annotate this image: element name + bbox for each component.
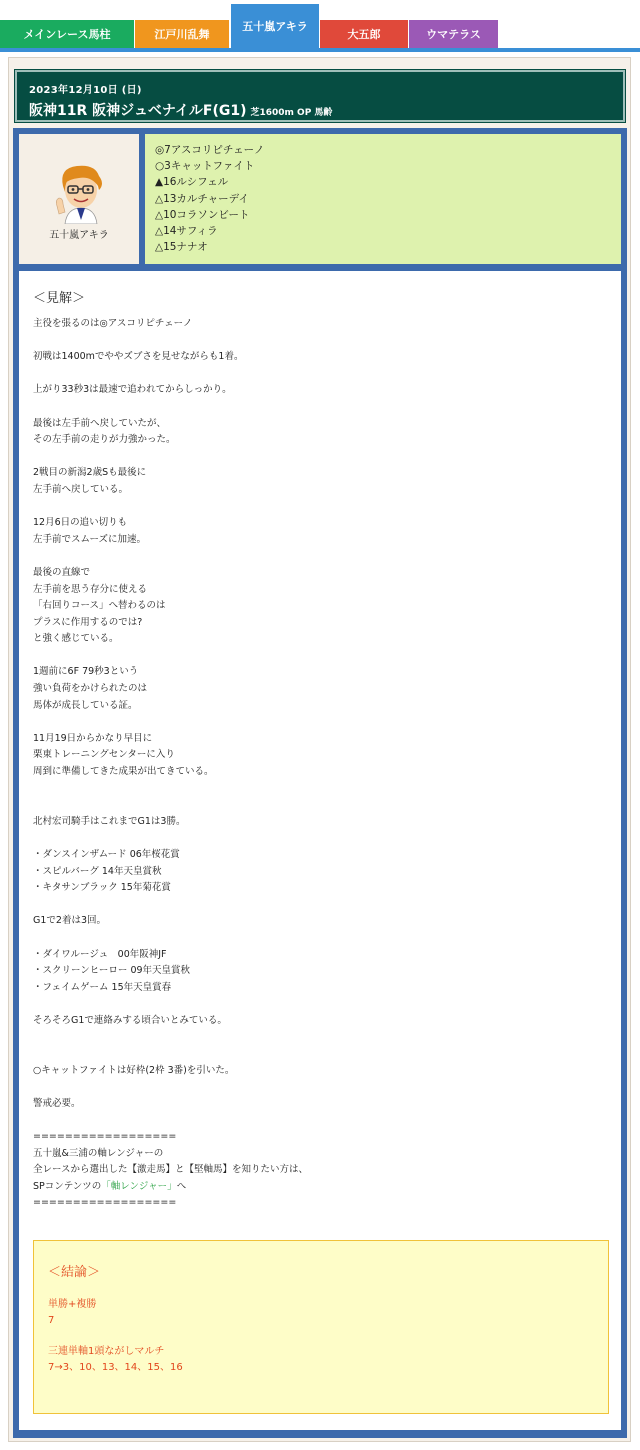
- analysis-line: [33, 1113, 608, 1130]
- tab-igarashi-akira[interactable]: 五十嵐アキラ: [231, 4, 319, 48]
- analysis-line: ○キャットファイトは好枠(2枠 3番)を引いた。: [33, 1064, 235, 1076]
- race-meta: 芝1600m OP 馬齢: [250, 108, 333, 118]
- analysis-line: [33, 830, 608, 847]
- analysis-line: 全レースから選出した【激走馬】と【堅軸馬】を知りたい方は、: [33, 1164, 309, 1176]
- analysis-line: 「右回りコース」へ替わるのは: [33, 600, 166, 612]
- analysis-line: [33, 548, 608, 565]
- tab-main-race[interactable]: メインレース馬柱: [0, 20, 134, 48]
- analysis-line: その左手前の走りが力強かった。: [33, 434, 176, 446]
- sp-prefix: SPコンテンツの: [33, 1180, 102, 1192]
- jiku-ranger-link[interactable]: 「軸レンジャー」: [101, 1180, 177, 1192]
- analysis-line: [33, 1030, 608, 1047]
- analysis-line: [33, 897, 608, 914]
- conclusion-title: ＜結論＞: [48, 1265, 101, 1280]
- analysis-line: [33, 366, 608, 383]
- predictor-card: [19, 134, 139, 264]
- race-title: [29, 100, 611, 120]
- analysis-line: 北村宏司騎手はこれまでG1は3勝。: [33, 815, 186, 827]
- pick-item: △13カルチャーデイ: [155, 192, 249, 205]
- conclusion-box: [33, 1240, 609, 1414]
- bet1-label: 単勝+複勝: [48, 1299, 97, 1310]
- analysis-line: 12月6日の追い切りも: [33, 517, 128, 529]
- analysis-line: G1で2着は3回。: [33, 915, 106, 927]
- analysis-line: 初戦は1400mでややズブさを見せながらも1着。: [33, 351, 244, 363]
- analysis-line: 馬体が成長している証。: [33, 699, 138, 711]
- analysis-line: 警戒必要。: [33, 1097, 81, 1109]
- analysis-line: ==================: [33, 1131, 177, 1143]
- bet2-label: 三連単軸1頭ながしマルチ: [48, 1346, 165, 1358]
- analysis-text: [33, 316, 608, 1212]
- analysis-line: 11月19日からかなり早目に: [33, 732, 153, 744]
- analysis-line: 1週前に6F 79秒3という: [33, 666, 139, 678]
- analysis-line: そろそろG1で連絡みする頃合いとみている。: [33, 1014, 227, 1026]
- analysis-line: ・ダンスインザムード 06年桜花賞: [33, 849, 180, 860]
- analysis-line: 左手前へ戻している。: [33, 483, 129, 495]
- race-date: 2023年12月10日 (日): [29, 85, 142, 96]
- sp-suffix: へ: [176, 1180, 187, 1192]
- analysis-box: [19, 271, 621, 1430]
- analysis-line: [33, 1079, 608, 1096]
- conclusion-body: [48, 1297, 183, 1376]
- analysis-line: 左手前でスムーズに加速。: [33, 533, 147, 545]
- tab-daigoro[interactable]: 大五郎: [320, 20, 408, 48]
- analysis-line: 栗東トレーニングセンターに入り: [33, 749, 175, 761]
- analysis-line: 五十嵐&三浦の軸レンジャーの: [33, 1147, 164, 1159]
- analysis-line: [33, 399, 608, 416]
- picks-list: [145, 134, 621, 264]
- tab-edogawa-ranbu[interactable]: 江戸川乱舞: [135, 20, 229, 48]
- tab-umaterasu[interactable]: ウマテラス: [409, 20, 498, 48]
- race-header: [15, 70, 625, 122]
- pick-item: ○3キャットファイト: [155, 160, 255, 173]
- pick-item: △14サフィラ: [155, 225, 218, 238]
- analysis-line: と強く感じている。: [33, 633, 119, 645]
- analysis-line: 左手前を思う存分に使える: [33, 583, 148, 595]
- pick-item: △15ナナオ: [155, 241, 208, 254]
- analysis-line: ・キタサンブラック 15年菊花賞: [33, 882, 171, 894]
- analysis-line: 最後の直線で: [33, 566, 91, 578]
- analysis-line: 主役を張るのは◎アスコリピチェーノ: [33, 318, 193, 329]
- analysis-line: プラスに作用するのでは?: [33, 616, 143, 628]
- analysis-line: [33, 1046, 608, 1063]
- analysis-line: 最後は左手前へ戻していたが、: [33, 417, 167, 429]
- pick-item: ◎7アスコリピチェーノ: [155, 144, 265, 156]
- prediction-panel: [8, 57, 631, 1442]
- pick-item: △10コラソンビート: [155, 208, 250, 221]
- sp-content-line: [33, 1179, 608, 1196]
- analysis-line: [33, 648, 608, 665]
- analysis-line: [33, 930, 608, 947]
- analysis-title: ＜見解＞: [33, 291, 86, 306]
- analysis-line: [33, 781, 608, 798]
- analysis-line: [33, 996, 608, 1013]
- analysis-line: 上がり33秒3は最速で追われてからしっかり。: [33, 384, 232, 396]
- analysis-line: ・スピルバーグ 14年天皇賞秋: [33, 865, 162, 877]
- analysis-line: 強い負荷をかけられたのは: [33, 683, 148, 695]
- analysis-line: [33, 333, 608, 350]
- cartoon-man-avatar-icon: [51, 162, 111, 224]
- analysis-line: [33, 797, 608, 814]
- bet1-value: 7: [48, 1314, 55, 1326]
- analysis-line: ・ダイワルージュ 00年阪神JF: [33, 948, 167, 960]
- race-name: 阪神11R 阪神ジュベナイルF(G1): [29, 103, 247, 119]
- analysis-line: ・フェイムゲーム 15年天皇賞春: [33, 981, 172, 993]
- prediction-frame: [13, 128, 627, 1438]
- predictor-name: 五十嵐アキラ: [49, 230, 109, 241]
- analysis-line: [33, 714, 608, 731]
- analysis-line: 周到に準備してきた成果が出てきている。: [33, 766, 214, 778]
- predictor-tabs: [0, 0, 640, 52]
- analysis-line: ・スクリーンヒーロー 09年天皇賞秋: [33, 965, 191, 977]
- bet2-value: 7→3、10、13、14、15、16: [48, 1362, 183, 1374]
- closing-rule: ==================: [33, 1197, 177, 1209]
- pick-item: ▲16ルシフェル: [155, 176, 229, 189]
- analysis-line: [33, 449, 608, 466]
- analysis-line: 2戦目の新潟2歳Sも最後に: [33, 467, 147, 479]
- analysis-line: [33, 499, 608, 516]
